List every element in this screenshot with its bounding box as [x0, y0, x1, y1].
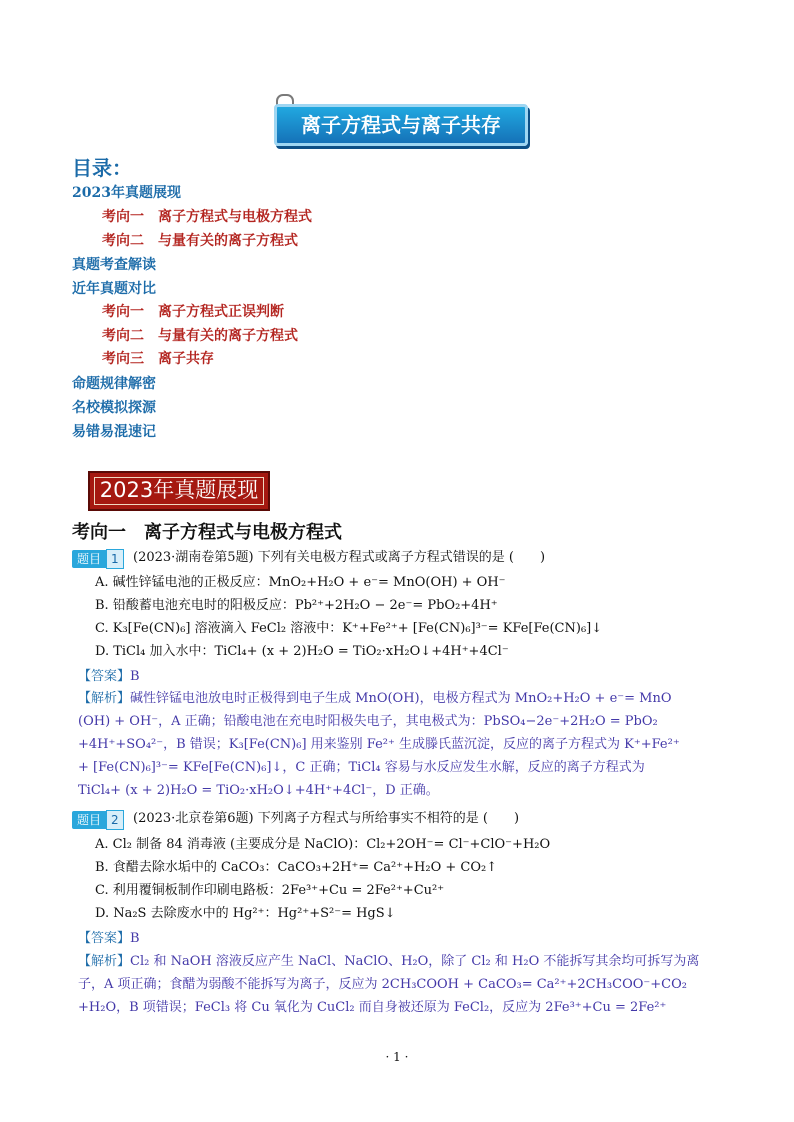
- toc-item-prefix: 考向一: [102, 304, 144, 320]
- question-stem: (2023·北京卷第6题) 下列离子方程式与所给事实不相符的是 ( ): [133, 811, 520, 826]
- analysis-label: 【解析】: [78, 691, 131, 706]
- analysis-text: 碱性锌锰电池放电时正极得到电子生成 MnO(OH)，电极方程式为 MnO₂+H₂O + e⁻= MnO: [130, 691, 672, 706]
- toc-item[interactable]: [102, 207, 312, 227]
- toc-item[interactable]: 真题考查解读: [72, 257, 156, 273]
- section-title: 考向一 离子方程式与电极方程式: [72, 522, 342, 543]
- analysis-line: (OH) + OH⁻，A 正确；铅酸电池在充电时阳极失电子，其电极式为：PbSO₄−2e⁻+2H₂O = PbO₂: [78, 714, 658, 729]
- question-option: C. K₃[Fe(CN)₆] 溶液滴入 FeCl₂ 溶液中：K⁺+Fe²⁺+ [Fe(CN)₆]³⁻= KFe[Fe(CN)₆]↓: [95, 621, 603, 636]
- toc-item[interactable]: 2023年真题展现: [72, 185, 181, 201]
- toc-item-label: 离子方程式正误判断: [158, 304, 284, 320]
- question-badge: [72, 810, 124, 828]
- analysis-text: Cl₂ 和 NaOH 溶液反应产生 NaCl、NaClO、H₂O，除了 Cl₂ 和 H₂O 不能拆写其余均可拆写为离: [130, 954, 700, 969]
- section-banner: [88, 471, 270, 511]
- question-number: 1: [106, 549, 124, 569]
- toc-item-prefix: 考向二: [102, 233, 144, 249]
- toc-item-label: 与量有关的离子方程式: [158, 328, 298, 344]
- question-option: B. 食醋去除水垢中的 CaCO₃：CaCO₃+2H⁺= Ca²⁺+H₂O + CO₂↑: [95, 860, 498, 875]
- question-option: A. Cl₂ 制备 84 消毒液 (主要成分是 NaClO)：Cl₂+2OH⁻= Cl⁻+ClO⁻+H₂O: [95, 837, 551, 852]
- analysis-line: TiCl₄+ (x + 2)H₂O = TiO₂·xH₂O↓+4H⁺+4Cl⁻，D 正确。: [78, 783, 439, 798]
- toc-item-label: 离子共存: [158, 351, 214, 367]
- toc-item-label: 与量有关的离子方程式: [158, 233, 298, 249]
- toc-heading: 目录：: [72, 156, 132, 180]
- answer-value: B: [130, 669, 140, 684]
- answer-line: [78, 930, 140, 948]
- answer-line: [78, 668, 140, 686]
- analysis-line: +4H⁺+SO₄²⁻，B 错误；K₃[Fe(CN)₆] 用来鉴别 Fe²⁺ 生成滕氏蓝沉淀，反应的离子方程式为 K⁺+Fe²⁺: [78, 737, 680, 752]
- toc-item-label: 离子方程式与电极方程式: [158, 209, 312, 225]
- toc-item[interactable]: [102, 326, 298, 346]
- page-title: 离子方程式与离子共存: [274, 104, 528, 146]
- question-number: 2: [106, 810, 124, 830]
- answer-label: 【答案】: [78, 669, 131, 684]
- toc-item[interactable]: 命题规律解密: [72, 376, 156, 392]
- analysis-line: [78, 690, 672, 708]
- question-badge-label: 题目: [72, 550, 106, 568]
- toc-item[interactable]: 易错易混速记: [72, 424, 156, 440]
- toc-item[interactable]: [102, 349, 214, 369]
- analysis-line: +H₂O，B 项错误；FeCl₃ 将 Cu 氧化为 CuCl₂ 而自身被还原为 FeCl₂，反应为 2Fe³⁺+Cu = 2Fe²⁺: [78, 1000, 667, 1015]
- answer-value: B: [130, 931, 140, 946]
- question-option: C. 利用覆铜板制作印刷电路板：2Fe³⁺+Cu = 2Fe²⁺+Cu²⁺: [95, 883, 445, 898]
- toc-item[interactable]: [102, 302, 284, 322]
- toc-item[interactable]: 名校模拟探源: [72, 400, 156, 416]
- toc-item[interactable]: [102, 231, 298, 251]
- section-banner-text: 2023年真题展现: [99, 478, 259, 502]
- toc-item[interactable]: 近年真题对比: [72, 281, 156, 297]
- toc-item-prefix: 考向三: [102, 351, 144, 367]
- question-stem: (2023·湖南卷第5题) 下列有关电极方程式或离子方程式错误的是 ( ): [133, 550, 546, 565]
- analysis-line: [78, 953, 699, 971]
- analysis-line: 子，A 项正确；食醋为弱酸不能拆写为离子，反应为 2CH₃COOH + CaCO₃= Ca²⁺+2CH₃COO⁻+CO₂: [78, 977, 687, 992]
- question-option: D. Na₂S 去除废水中的 Hg²⁺：Hg²⁺+S²⁻= HgS↓: [95, 906, 396, 921]
- analysis-line: + [Fe(CN)₆]³⁻= KFe[Fe(CN)₆]↓，C 正确；TiCl₄ 容易与水反应发生水解，反应的离子方程式为: [78, 760, 645, 775]
- toc-item-prefix: 考向二: [102, 328, 144, 344]
- question-badge-label: 题目: [72, 811, 106, 829]
- question-option: D. TiCl₄ 加入水中：TiCl₄+ (x + 2)H₂O = TiO₂·xH₂O↓+4H⁺+4Cl⁻: [95, 644, 509, 659]
- analysis-label: 【解析】: [78, 954, 131, 969]
- question-option: B. 铅酸蓄电池充电时的阳极反应：Pb²⁺+2H₂O − 2e⁻= PbO₂+4H⁺: [95, 598, 498, 613]
- question-badge: [72, 549, 124, 567]
- answer-label: 【答案】: [78, 931, 131, 946]
- toc-item-prefix: 考向一: [102, 209, 144, 225]
- page-number: · 1 ·: [385, 1050, 409, 1064]
- question-option: A. 碱性锌锰电池的正极反应：MnO₂+H₂O + e⁻= MnO(OH) + OH⁻: [95, 575, 506, 590]
